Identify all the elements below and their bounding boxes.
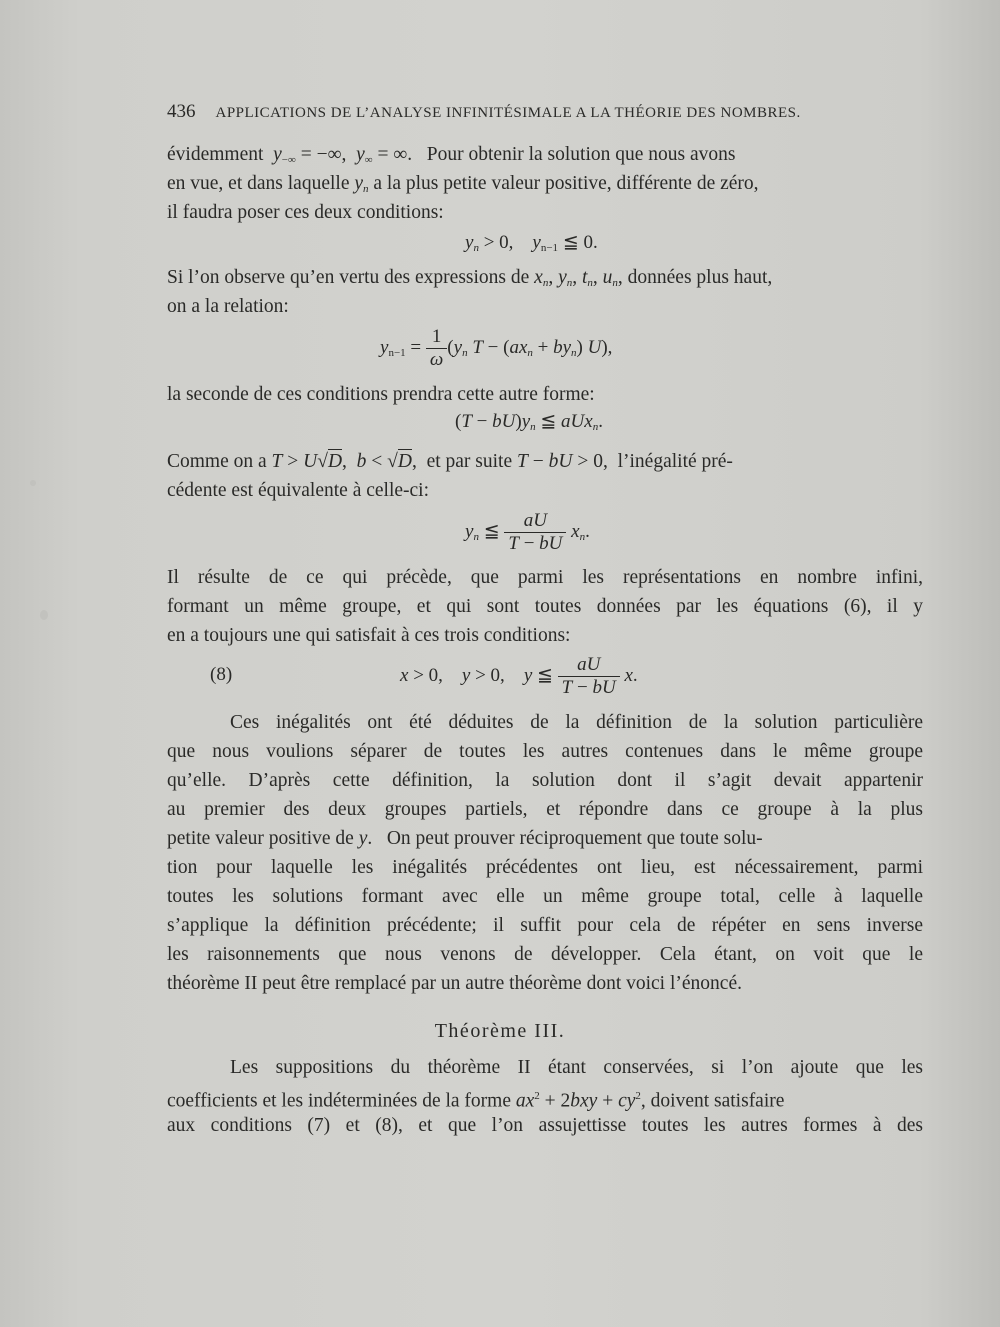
text-line: théorème II peut être remplacé par un autre théorème dont voici l’énoncé. [167, 973, 742, 994]
text-line: petite valeur positive de y. On peut prouver réciproquement que toute solu- [167, 828, 763, 849]
text-line: s’applique la définition précédente; il suffit pour cela de répéter en sens inverse [167, 915, 923, 936]
page-speck [40, 610, 48, 620]
equation-inequality: $(T - bU)y_n$ ≦ aUx$_n$. [455, 411, 603, 433]
text-line: tion pour laquelle les inégalités précédentes ont lieu, est nécessairement, parmi [167, 857, 923, 878]
text-line: coefficients et les indéterminées de la forme $ax^2 + 2bxy + cy^2$, doivent satisfaire [167, 1090, 785, 1112]
equation-conditions: $y_n > 0$, $y_{n-1}$ ≦ 0. [465, 232, 598, 254]
page-number: 436 [167, 101, 196, 122]
text-line: aux conditions (7) et (8), et que l’on assujettisse toutes les autres formes à des [167, 1115, 923, 1136]
text-line: évidemment $y_{-\infty}$ = −∞, $y_\infty$ = ∞. Pour obtenir la solution que nous avons [167, 144, 736, 166]
text-line: que nous voulions séparer de toutes les autres contenues dans le même groupe [167, 741, 923, 762]
text-line: Il résulte de ce qui précède, que parmi les représentations en nombre infini, [167, 567, 923, 588]
theorem-heading: Théorème III. [434, 1020, 566, 1042]
text-line: Les suppositions du théorème II étant conservées, si l’on ajoute que les [230, 1057, 923, 1078]
text-line: qu’elle. D’après cette définition, la solution dont il s’agit devait appartenir [167, 770, 923, 791]
equation-label-8: (8) [210, 664, 233, 685]
text-line: au premier des deux groupes partiels, et répondre dans ce groupe à la plus [167, 799, 923, 820]
text-line: en a toujours une qui satisfait à ces trois conditions: [167, 625, 571, 646]
text-line: Comme on a T > U√D, b < √D, et par suite T − bU > 0, l’inégalité pré- [167, 451, 733, 472]
text-line: il faudra poser ces deux conditions: [167, 202, 444, 223]
running-title: APPLICATIONS DE L’ANALYSE INFINITÉSIMALE A LA THÉORIE DES NOMBRES. [215, 105, 801, 121]
text-line: la seconde de ces conditions prendra cette autre forme: [167, 384, 595, 405]
text-line: Si l’on observe qu’en vertu des expressions de $x_n$, $y_n$, $t_n$, $u_n$, données plus haut, [167, 267, 773, 289]
text-line: en vue, et dans laquelle $y_n$ a la plus petite valeur positive, différente de zéro, [167, 173, 759, 195]
text-line: Ces inégalités ont été déduites de la définition de la solution particulière [230, 712, 923, 733]
text-line: cédente est équivalente à celle-ci: [167, 480, 430, 501]
equation-8: x > 0, y > 0, y ≦ $\frac{aU}{T - bU}$ x. [400, 654, 638, 698]
running-header [167, 101, 897, 123]
page-speck [30, 480, 36, 486]
text-line: formant un même groupe, et qui sont toutes données par les équations (6), il y [167, 596, 923, 617]
equation-yn-bound: $y_n$ ≦ $\frac{aU}{T - bU}$ $x_n$. [465, 510, 590, 554]
equation-relation: $y_{n-1}$ = $\frac{1}{\omega}$ ($y_n$ $T - (ax_n + by_n)$ U), [380, 326, 613, 370]
text-line: on a la relation: [167, 296, 289, 317]
text-line: les raisonnements que nous venons de développer. Cela étant, on voit que le [167, 944, 923, 965]
text-line: toutes les solutions formant avec elle un même groupe total, celle à laquelle [167, 886, 923, 907]
